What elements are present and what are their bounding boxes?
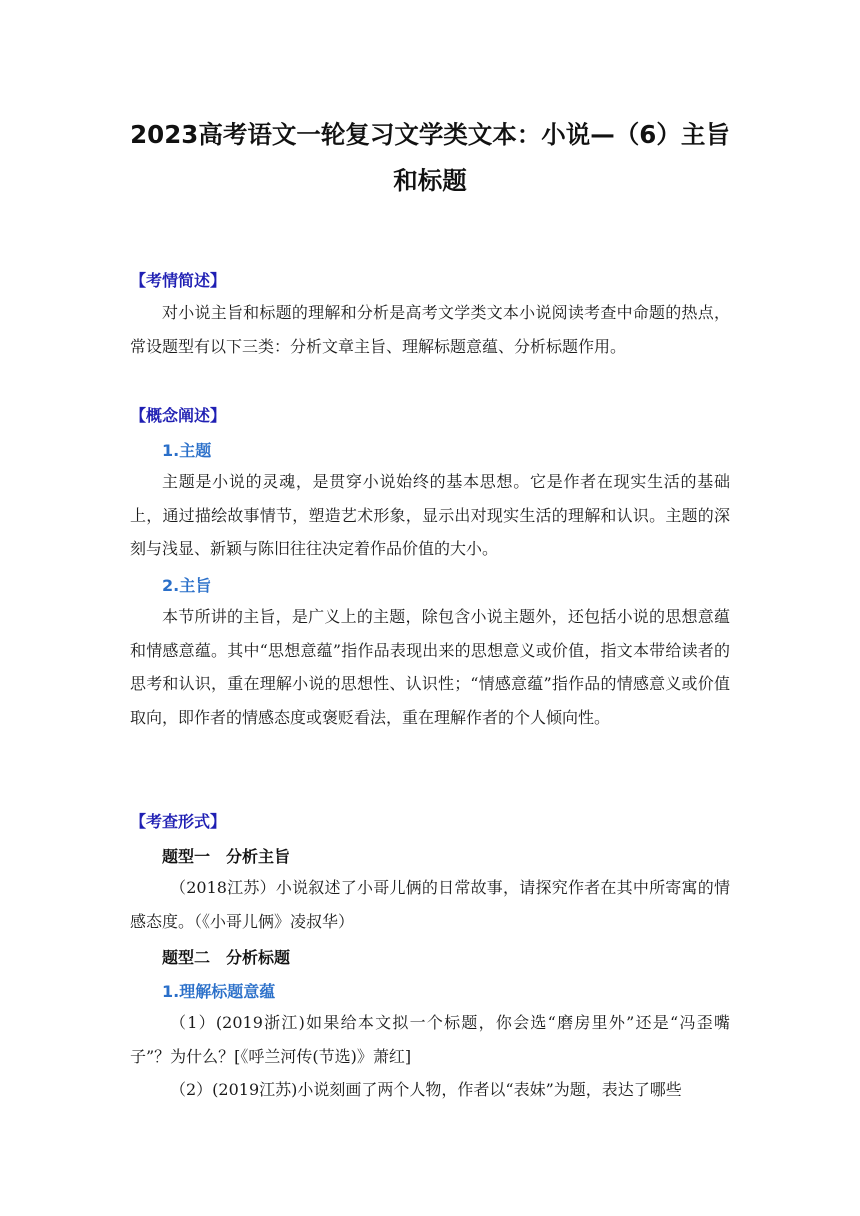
question-2-1: （1）(2019浙江)如果给本文拟一个标题，你会选“磨房里外”还是“冯歪嘴子”？为什么？[《呼兰河传(节选)》萧红]	[130, 1013, 730, 1066]
section-heading-kaoqing: 【考情简述】	[130, 271, 227, 290]
kaoqing-paragraph: 对小说主旨和标题的理解和分析是高考文学类文本小说阅读考查中命题的热点，常设题型有以下三类：分析文章主旨、理解标题意蕴、分析标题作用。	[130, 303, 730, 356]
subheading-title-meaning: 1.理解标题意蕴	[162, 982, 276, 1001]
question-type-1-text: （2018江苏）小说叙述了小哥儿俩的日常故事，请探究作者在其中所寄寓的情感态度。（《小哥儿俩》凌叔华）	[130, 878, 730, 931]
question-2-2: （2）(2019江苏)小说刻画了两个人物，作者以“表妹”为题，表达了哪些	[170, 1080, 682, 1099]
question-type-2-label: 题型二 分析标题	[162, 948, 291, 967]
subheading-zhuti: 1.主题	[162, 441, 212, 460]
section-heading-kaocha: 【考查形式】	[130, 812, 227, 831]
subheading-zhuzhi: 2.主旨	[162, 576, 212, 595]
zhuti-paragraph: 主题是小说的灵魂，是贯穿小说始终的基本思想。它是作者在现实生活的基础上，通过描绘故事情节，塑造艺术形象，显示出对现实生活的理解和认识。主题的深刻与浅显、新颖与陈旧往往决定着作品价值的大小。	[130, 472, 730, 558]
question-type-1-label: 题型一 分析主旨	[162, 847, 291, 866]
document-title: 2023高考语文一轮复习文学类文本：小说—（6）主旨和标题	[130, 120, 730, 195]
section-heading-gainian: 【概念阐述】	[130, 406, 227, 425]
zhuzhi-paragraph: 本节所讲的主旨，是广义上的主题，除包含小说主题外，还包括小说的思想意蕴和情感意蕴。其中“思想意蕴”指作品表现出来的思想意义或价值，指文本带给读者的思考和认识，重在理解小说的思想性、认识性；“情感意蕴”指作品的情感意义或价值取向，即作者的情感态度或褒贬看法，重在理解作者的个人倾向性。	[130, 607, 730, 727]
